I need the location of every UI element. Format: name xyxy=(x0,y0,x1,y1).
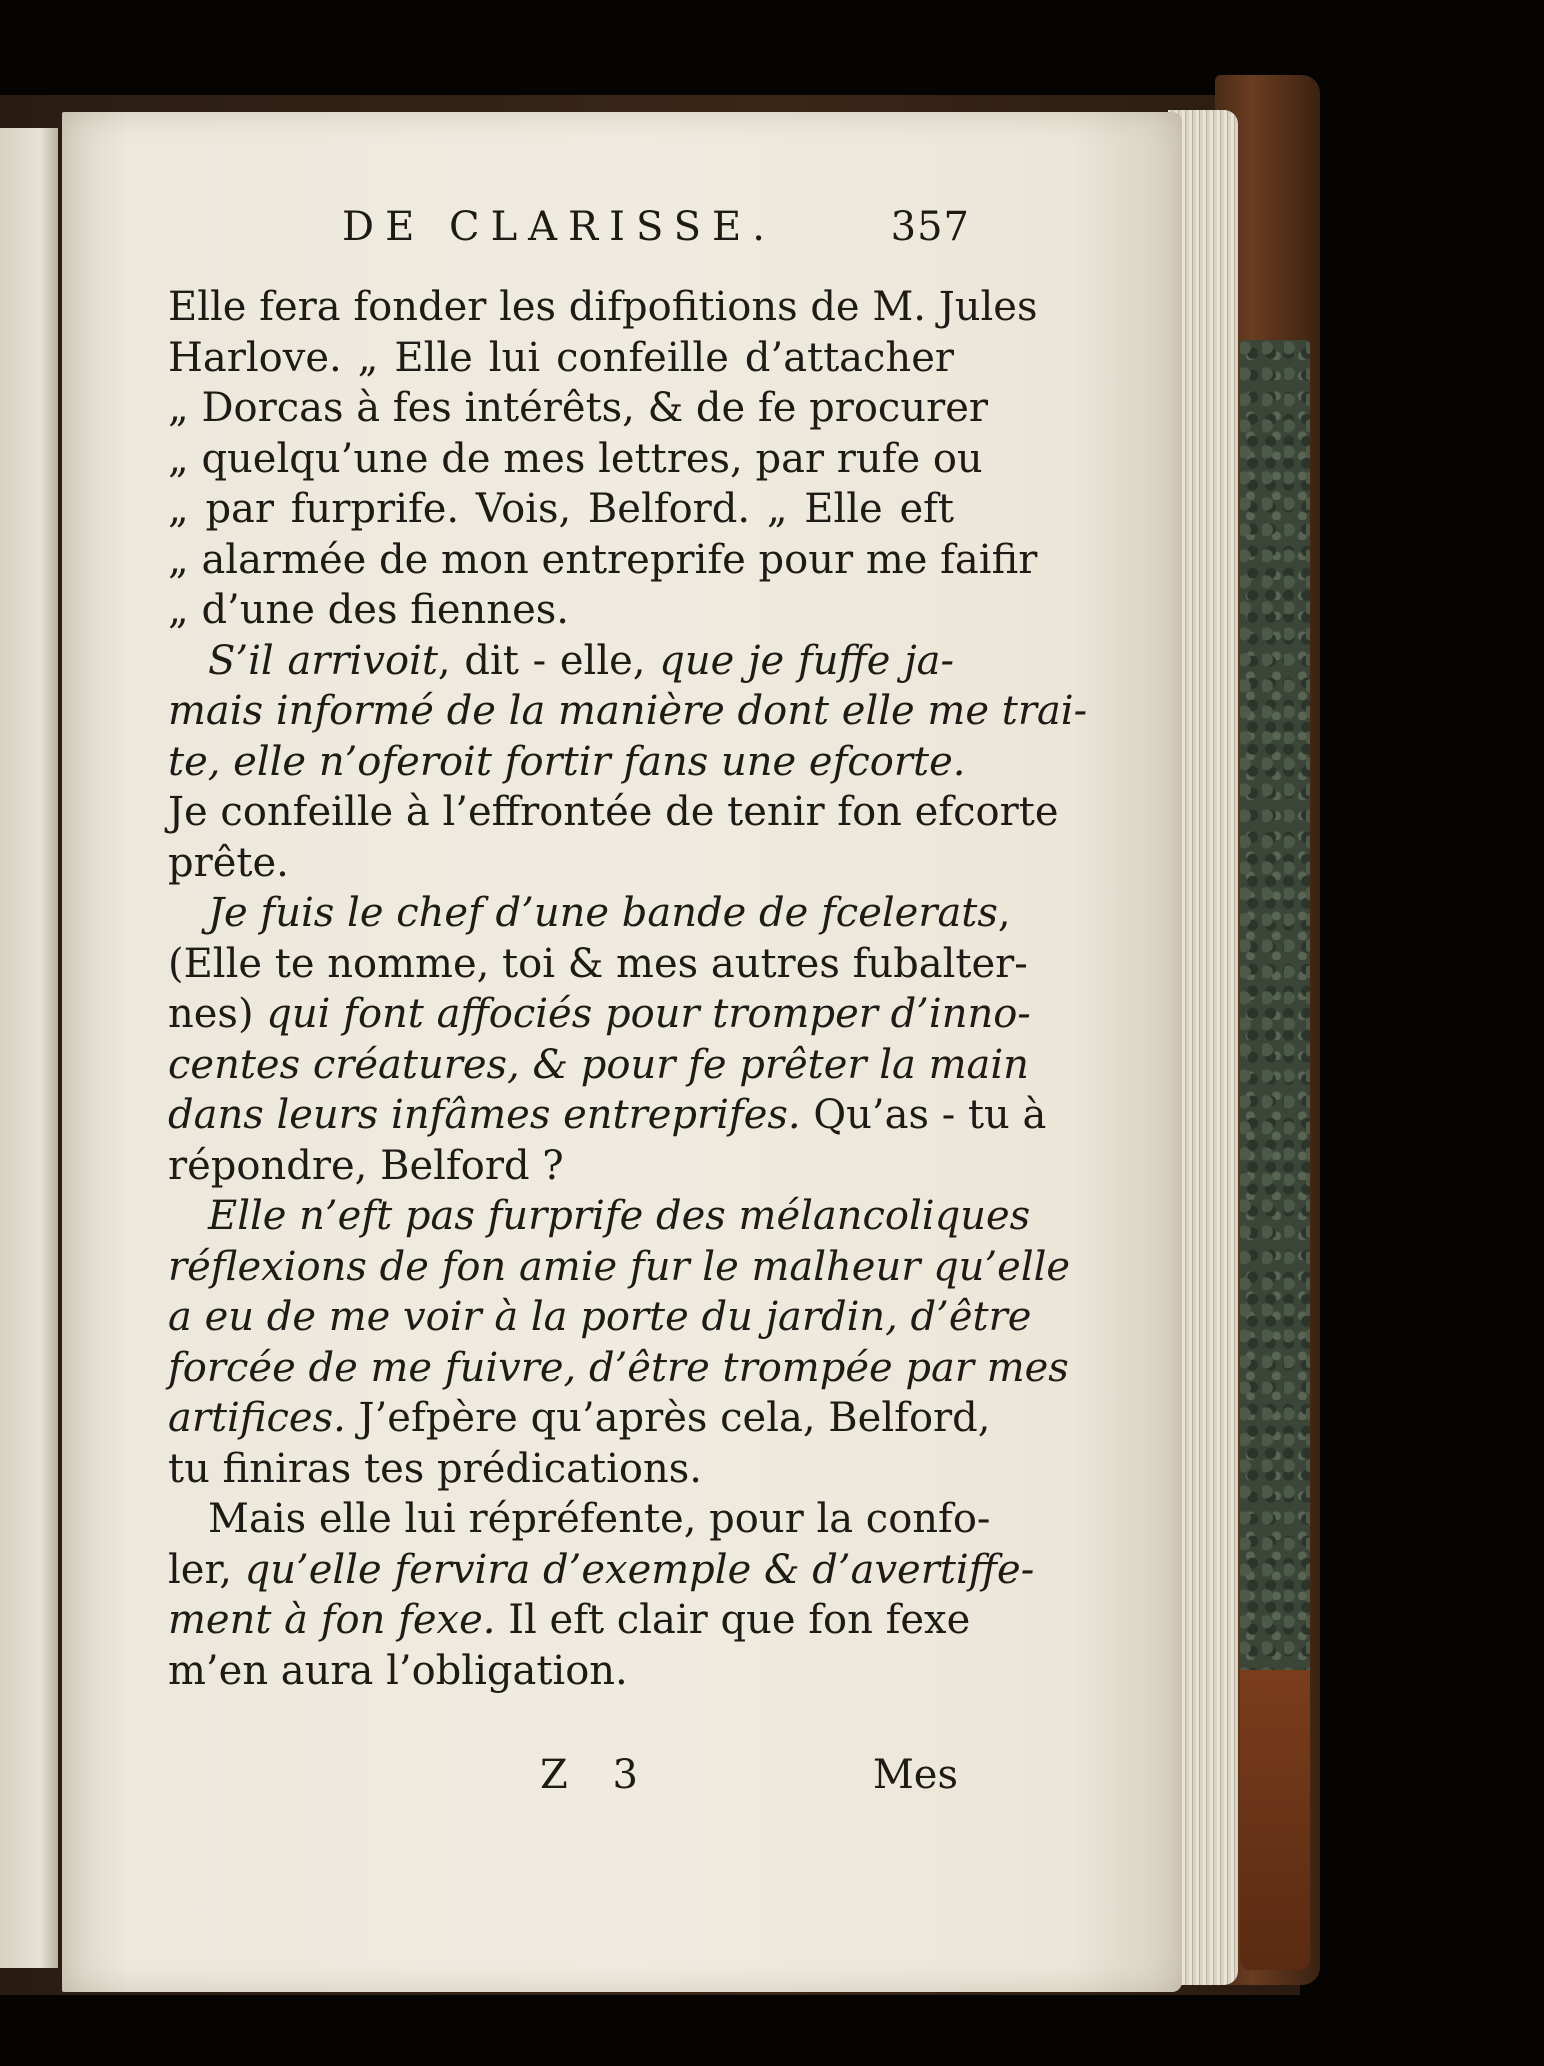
text-line xyxy=(168,1090,1047,1141)
roman-text: Elle fera fonder les difpofitions de M. Jules xyxy=(168,284,1038,330)
italic-text: centes créatures, & pour fe prêter la main xyxy=(168,1041,1029,1088)
text-line xyxy=(168,939,1028,990)
italic-text: réflexions de fon amie fur le malheur qu’elle xyxy=(168,1243,1071,1290)
roman-text: „ alarmée de mon entreprife pour me faifir xyxy=(168,536,1038,583)
text-line xyxy=(168,888,1011,939)
text-line xyxy=(168,737,966,788)
roman-text: „ par furprife. Vois, Belford. „ Elle eft xyxy=(168,486,954,532)
italic-text: Elle n’eft pas furprife des mélancoliques xyxy=(208,1193,1031,1239)
roman-text: Mais elle lui répréfente, pour la confo- xyxy=(208,1496,991,1542)
catchword: Mes xyxy=(872,1752,958,1798)
italic-text: mais informé de la manière dont elle me trai- xyxy=(168,688,1088,734)
body-text xyxy=(168,282,1088,1696)
roman-text: , dit - elle, xyxy=(437,637,660,684)
text-line xyxy=(168,989,1031,1040)
marbled-spine xyxy=(1240,340,1310,1680)
text-line xyxy=(168,1444,954,1495)
italic-text: qui font affociés pour tromper d’inno- xyxy=(266,991,1031,1037)
italic-text: te, elle n’oferoit fortir fans une efcorte. xyxy=(168,738,966,785)
roman-text: Qu’as - tu à xyxy=(800,1092,1047,1138)
text-line xyxy=(168,686,1088,737)
text-line xyxy=(168,434,983,485)
text-line xyxy=(168,1141,954,1192)
text-line xyxy=(168,1242,1071,1293)
running-head: DE CLARISSE. xyxy=(342,204,776,250)
text-line xyxy=(168,282,1038,333)
roman-text: , xyxy=(997,890,1011,936)
text-line xyxy=(168,1393,991,1444)
text-line xyxy=(168,787,1059,838)
italic-text: qu’elle fervira d’exemple & d’avertiffe- xyxy=(244,1546,1035,1593)
text-line xyxy=(168,1595,971,1646)
text-line xyxy=(168,484,954,535)
roman-text: m’en aura l’obligation. xyxy=(168,1647,628,1694)
roman-text: prête. xyxy=(168,839,289,886)
roman-text: nes) xyxy=(168,991,267,1037)
roman-text: (Elle te nomme, toi & mes autres fubalter- xyxy=(168,940,1028,987)
roman-text: ler, xyxy=(168,1546,245,1593)
italic-text: dans leurs infâmes entreprifes. xyxy=(168,1092,801,1138)
italic-text: Je fuis le chef d’une bande de fcelerats xyxy=(208,890,998,936)
roman-text: „ Dorcas à fes intérêts, & de fe procurer xyxy=(168,385,988,431)
page-footer xyxy=(168,1752,958,1812)
text-line xyxy=(168,1646,954,1697)
text-line xyxy=(168,1343,1069,1394)
text-line xyxy=(168,1545,1035,1596)
signature-mark: Z 3 xyxy=(540,1752,654,1798)
italic-text: que je fuffe ja- xyxy=(659,637,954,684)
italic-text: ment à fon fexe. xyxy=(168,1597,496,1643)
roman-text: „ d’une des fiennes. xyxy=(168,587,569,633)
text-line xyxy=(168,383,988,434)
italic-text: artifices. xyxy=(168,1395,346,1441)
text-line xyxy=(168,1040,1029,1091)
text-line xyxy=(168,636,954,687)
leather-corner xyxy=(1240,1670,1310,1970)
roman-text: Harlove. „ Elle lui confeille d’attacher xyxy=(168,334,954,381)
text-line xyxy=(168,1191,1031,1242)
roman-text: répondre, Belford ? xyxy=(168,1142,564,1189)
italic-text: a eu de me voir à la porte du jardin, d’être xyxy=(168,1294,1032,1340)
text-line xyxy=(168,1292,1032,1343)
text-line xyxy=(168,333,954,384)
text-line xyxy=(168,1494,991,1545)
italic-text: S’il arrivoit xyxy=(208,637,438,684)
page-number: 357 xyxy=(890,204,970,250)
italic-text: forcée de me fuivre, d’être trompée par mes xyxy=(168,1344,1069,1391)
roman-text: J’efpère qu’après cela, Belford, xyxy=(345,1395,991,1441)
text-line xyxy=(168,535,1038,586)
roman-text: tu finiras tes prédications. xyxy=(168,1445,702,1492)
previous-page-edge xyxy=(0,128,58,1968)
roman-text: Je confeille à l’effrontée de tenir fon efcorte xyxy=(168,789,1059,835)
page-header xyxy=(342,204,970,256)
text-line xyxy=(168,585,954,636)
text-line xyxy=(168,838,954,889)
roman-text: „ quelqu’une de mes lettres, par rufe ou xyxy=(168,435,983,482)
roman-text: Il eft clair que fon fexe xyxy=(495,1597,971,1643)
